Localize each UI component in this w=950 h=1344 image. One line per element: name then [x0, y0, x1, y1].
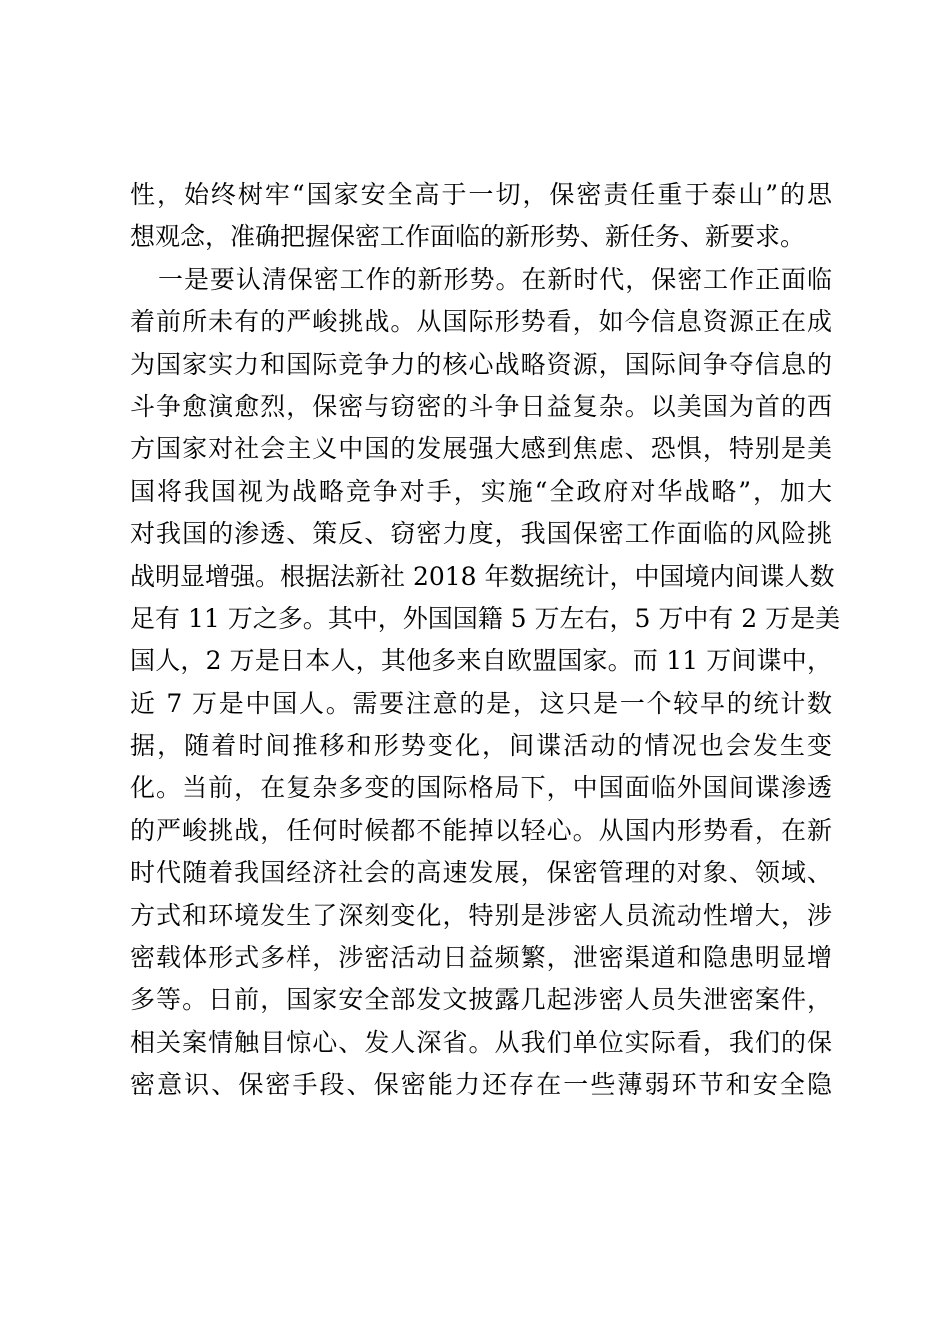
paragraph-1 [130, 174, 832, 259]
text-line: 一是要认清保密工作的新形势。在新时代，保密工作正面临 [158, 264, 832, 294]
text-line: 方国家对社会主义中国的发展强大感到焦虑、恐惧，特别是美 [130, 434, 832, 464]
text-line: 据，随着时间推移和形势变化，间谍活动的情况也会发生变 [130, 731, 832, 761]
text-line: 的严峻挑战，任何时候都不能掉以轻心。从国内形势看，在新 [130, 815, 832, 845]
text-line: 密意识、保密手段、保密能力还存在一些薄弱环节和安全隐 [130, 1070, 832, 1100]
text-line: 近 7 万是中国人。需要注意的是，这只是一个较早的统计数 [130, 688, 832, 718]
text-line: 足有 11 万之多。其中，外国国籍 5 万左右，5 万中有 2 万是美 [130, 603, 841, 633]
text-line: 密载体形式多样，涉密活动日益频繁，泄密渠道和隐患明显增 [130, 943, 832, 973]
text-line: 为国家实力和国际竞争力的核心战略资源，国际间争夺信息的 [130, 349, 832, 379]
text-line: 想观念，准确把握保密工作面临的新形势、新任务、新要求。 [130, 222, 806, 252]
document-body [130, 174, 841, 1107]
text-line: 斗争愈演愈烈，保密与窃密的斗争日益复杂。以美国为首的西 [130, 391, 832, 421]
text-line: 国将我国视为战略竞争对手，实施“全政府对华战略”，加大 [130, 476, 832, 506]
text-line: 国人，2 万是日本人，其他多来自欧盟国家。而 11 万间谍中， [130, 646, 832, 676]
text-line: 时代随着我国经济社会的高速发展，保密管理的对象、领域、 [130, 858, 832, 888]
text-line: 多等。日前，国家安全部发文披露几起涉密人员失泄密案件， [130, 985, 832, 1015]
text-line: 相关案情触目惊心、发人深省。从我们单位实际看，我们的保 [130, 1027, 832, 1057]
paragraph-2 [130, 259, 841, 1107]
text-line: 着前所未有的严峻挑战。从国际形势看，如今信息资源正在成 [130, 307, 832, 337]
text-line: 性，始终树牢“国家安全高于一切，保密责任重于泰山”的思 [130, 180, 832, 209]
text-line: 方式和环境发生了深刻变化，特别是涉密人员流动性增大，涉 [130, 900, 832, 930]
text-line: 战明显增强。根据法新社 2018 年数据统计，中国境内间谍人数 [130, 561, 835, 591]
text-line: 对我国的渗透、策反、窃密力度，我国保密工作面临的风险挑 [130, 519, 832, 549]
text-line: 化。当前，在复杂多变的国际格局下，中国面临外国间谍渗透 [130, 773, 832, 803]
